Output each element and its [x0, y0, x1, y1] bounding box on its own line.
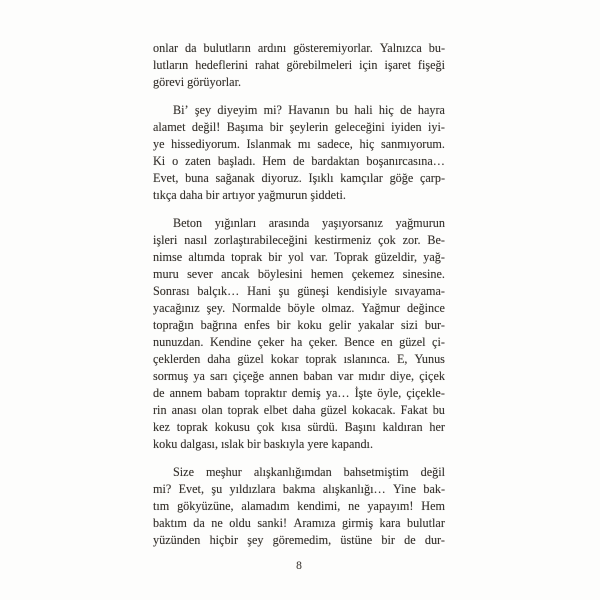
word: anası — [171, 403, 197, 417]
word: bahsetmiştim — [343, 465, 409, 479]
word: nunuzdan. — [153, 335, 204, 349]
word: iyi- — [428, 120, 445, 134]
word: Aramıza — [293, 516, 336, 530]
word: Toprak — [334, 250, 369, 264]
word: bak- — [423, 482, 445, 496]
text-line — [153, 464, 445, 481]
word: başladı. — [217, 154, 256, 168]
text-line — [153, 102, 445, 119]
paragraph — [153, 40, 445, 91]
word: bulutların — [203, 41, 251, 55]
word: yakalar — [358, 318, 394, 332]
word: böylesini — [257, 267, 303, 281]
word: ne — [348, 499, 360, 513]
word: çiçekle- — [406, 386, 445, 400]
word: bardaktan — [311, 154, 360, 168]
word: toprak — [231, 250, 263, 264]
word: ha — [290, 335, 303, 349]
word: şeylerin — [289, 120, 329, 134]
word: iyiden — [391, 120, 422, 134]
word: sürdü. — [307, 420, 338, 434]
word: daha — [207, 352, 231, 366]
word: sormuş — [153, 369, 189, 383]
word: daha — [292, 403, 316, 417]
word: olmaz. — [321, 301, 355, 315]
word: muru — [153, 267, 179, 281]
word: meşhur — [205, 465, 242, 479]
word: Hem — [421, 499, 445, 513]
word: şu — [211, 482, 223, 496]
text-line: tıkça daha bir artıyor yağmurun şiddeti. — [153, 188, 346, 202]
word: Islanmak — [246, 137, 292, 151]
word: Işıklı — [308, 171, 334, 185]
word: zor. — [402, 233, 421, 247]
text-line: görevi görüyorlar. — [153, 75, 241, 89]
word: hali — [354, 103, 373, 117]
word: sadece, — [317, 137, 353, 151]
word: yacağınız — [153, 301, 200, 315]
word: Yağmur — [361, 301, 401, 315]
word: hiç — [378, 103, 394, 117]
word: onlar — [153, 41, 179, 55]
text-line — [153, 334, 445, 351]
word: mi? — [263, 103, 282, 117]
word: sizi — [400, 318, 418, 332]
word: ne — [211, 516, 223, 530]
text-line — [153, 532, 445, 549]
word: şey. — [206, 301, 226, 315]
word: bir — [381, 533, 395, 547]
text-line — [153, 402, 445, 419]
word: hissediyorum. — [171, 137, 240, 151]
word: şey — [194, 103, 212, 117]
word: arasında — [268, 216, 310, 230]
word: çeker. — [308, 335, 338, 349]
word: bir — [269, 120, 284, 134]
word: ardını — [257, 41, 287, 55]
word: topraktır — [244, 386, 287, 400]
word: dur- — [424, 533, 445, 547]
word: nasıl — [184, 233, 208, 247]
word: Havanın — [288, 103, 330, 117]
word: Beton — [173, 216, 203, 230]
word: demiş — [291, 386, 321, 400]
word: oldu — [229, 516, 251, 530]
word: Yalnızca — [379, 41, 422, 55]
word: hiç — [359, 137, 375, 151]
word: üstüne — [340, 533, 373, 547]
text-line — [153, 351, 445, 368]
word: olan — [201, 403, 223, 417]
text-line — [153, 385, 445, 402]
word: yıldızlara — [229, 482, 276, 496]
word: çeker — [257, 335, 285, 349]
word: çekemez — [351, 267, 395, 281]
word: ye — [153, 137, 165, 151]
text-line — [153, 136, 445, 153]
word: yağ- — [423, 250, 445, 264]
word: güzel — [399, 335, 426, 349]
word: sanki! — [257, 516, 288, 530]
word: annem — [169, 386, 203, 400]
word: hedeflerini — [195, 58, 249, 72]
word: bu- — [428, 41, 445, 55]
word: güzeldir, — [374, 250, 418, 264]
word: E, — [396, 352, 408, 366]
word: Bence — [344, 335, 375, 349]
word: bakma — [282, 482, 316, 496]
word: enfes — [244, 318, 270, 332]
word: yaşıyorsanız — [322, 216, 383, 230]
word: yapayım! — [367, 499, 414, 513]
word: koku — [297, 318, 322, 332]
word: ya — [193, 369, 205, 383]
word: kaldıran — [382, 420, 423, 434]
text-line: koku dalgası, ıslak bir baskıyla yere kapandı. — [153, 437, 373, 451]
word: Ki — [153, 154, 166, 168]
text-line — [153, 153, 445, 170]
page-number: 8 — [296, 560, 302, 572]
text-line — [153, 215, 445, 232]
word: sıvayama- — [394, 284, 445, 298]
word: bu — [432, 403, 445, 417]
word: şey — [247, 533, 264, 547]
word: Başıma — [226, 120, 264, 134]
word: kestirmeniz — [314, 233, 372, 247]
word: yığınları — [214, 216, 257, 230]
word: bir — [276, 318, 291, 332]
paragraph — [153, 464, 445, 549]
word: göğe — [389, 171, 414, 185]
word: sanmıyorum. — [380, 137, 445, 151]
text-line — [153, 232, 445, 249]
word: yağmurun — [395, 216, 445, 230]
word: gökyüzüne, — [177, 499, 234, 513]
word: çarp- — [419, 171, 445, 185]
word: her — [429, 420, 445, 434]
word: balçık… — [197, 284, 240, 298]
word: Fakat — [400, 403, 428, 417]
word: ya… — [325, 386, 350, 400]
word: ıslanınca. — [343, 352, 390, 366]
text-line — [153, 40, 445, 57]
word: yol — [288, 250, 304, 264]
word: Yunus — [414, 352, 445, 366]
word: Be- — [427, 233, 445, 247]
word: göremedim, — [272, 533, 332, 547]
word: güzel — [320, 403, 347, 417]
word: kez — [153, 420, 170, 434]
word: alamadım — [241, 499, 290, 513]
word: zaten — [185, 154, 211, 168]
word: kendimi, — [297, 499, 341, 513]
word: de — [292, 154, 305, 168]
text-line — [153, 317, 445, 334]
word: sağanak — [215, 171, 255, 185]
word: en — [381, 335, 393, 349]
word: şu — [278, 284, 290, 298]
word: da — [185, 41, 197, 55]
word: bu — [335, 103, 349, 117]
word: de — [404, 533, 416, 547]
word: görebilmeleri — [286, 58, 353, 72]
word: Sonrası — [153, 284, 190, 298]
word: mıdır — [358, 369, 385, 383]
word: sever — [187, 267, 213, 281]
word: diye, — [390, 369, 415, 383]
word: İşte — [354, 386, 373, 400]
text-line — [153, 481, 445, 498]
word: Yine — [392, 482, 417, 496]
text-line — [153, 300, 445, 317]
word: lutların — [153, 58, 189, 72]
word: buna — [185, 171, 209, 185]
word: da — [193, 516, 205, 530]
word: işleri — [153, 233, 178, 247]
word: toprak — [227, 403, 259, 417]
word: için — [359, 58, 378, 72]
word: yüzünden — [153, 533, 201, 547]
word: elbet — [263, 403, 288, 417]
text-line — [153, 419, 445, 436]
word: öyle, — [377, 386, 402, 400]
word: bulutlar — [406, 516, 445, 530]
word: babam — [207, 386, 240, 400]
text-line — [153, 498, 445, 515]
word: tım — [153, 499, 170, 513]
word: çi- — [432, 335, 445, 349]
word: Kendine — [209, 335, 252, 349]
word: var. — [309, 250, 328, 264]
word: de — [400, 103, 412, 117]
word: kendisiyle — [336, 284, 388, 298]
word: Hem — [262, 154, 287, 168]
word: nimse — [153, 250, 183, 264]
word: kısa — [281, 420, 301, 434]
word: diyoruz. — [261, 171, 302, 185]
word: çiçeğe — [232, 369, 264, 383]
word: değince — [407, 301, 445, 315]
word: hayra — [417, 103, 445, 117]
word: toprak — [305, 352, 337, 366]
word: ancak — [221, 267, 250, 281]
word: gösteremiyorlar. — [293, 41, 373, 55]
word: baktım — [153, 516, 187, 530]
word: geleceğini — [334, 120, 385, 134]
word: rahat — [255, 58, 280, 72]
word: var — [337, 369, 354, 383]
word: çok — [378, 233, 396, 247]
text-line — [153, 249, 445, 266]
word: Size — [173, 465, 194, 479]
text-line — [153, 119, 445, 136]
text-line — [153, 170, 445, 187]
word: çok — [256, 420, 275, 434]
paragraph — [153, 215, 445, 453]
word: baban — [303, 369, 333, 383]
text-line — [153, 266, 445, 283]
word: zorlaştırabileceğini — [214, 233, 308, 247]
word: hemen — [310, 267, 344, 281]
word: kokacak. — [351, 403, 396, 417]
word: diyeyim — [217, 103, 258, 117]
word: altımda — [188, 250, 225, 264]
word: mı — [297, 137, 311, 151]
word: mi? — [153, 482, 172, 496]
word: değil — [420, 465, 445, 479]
word: çiçek — [419, 369, 445, 383]
word: boşanırcasına… — [366, 154, 445, 168]
word: o — [172, 154, 179, 168]
word: hiçbir — [209, 533, 239, 547]
word: bir — [268, 250, 282, 264]
word: sinesine. — [402, 267, 445, 281]
word: rin — [153, 403, 167, 417]
word: toprak — [176, 420, 208, 434]
word: bağrına — [200, 318, 238, 332]
word: Hani — [247, 284, 271, 298]
word: toprağın — [153, 318, 194, 332]
text-line — [153, 515, 445, 532]
word: alamet — [153, 120, 186, 134]
word: fişeği — [417, 58, 445, 72]
word: Bi’ — [173, 103, 189, 117]
word: değil! — [191, 120, 221, 134]
word: girmiş — [341, 516, 374, 530]
word: alışkanlığımdan — [253, 465, 332, 479]
word: kokusu — [214, 420, 250, 434]
paragraph — [153, 102, 445, 204]
word: Evet, — [153, 171, 179, 185]
word: kara — [379, 516, 401, 530]
word: kokar — [270, 352, 299, 366]
text-block — [153, 40, 445, 549]
word: kamçılar — [340, 171, 383, 185]
text-line — [153, 283, 445, 300]
word: gelir — [328, 318, 352, 332]
word: Evet, — [178, 482, 204, 496]
word: alışkanlığı… — [322, 482, 386, 496]
text-line — [153, 57, 445, 74]
word: çeklerden — [153, 352, 201, 366]
word: Başını — [344, 420, 376, 434]
word: böyle — [287, 301, 315, 315]
text-line — [153, 368, 445, 385]
word: güzel — [237, 352, 264, 366]
word: güneşi — [297, 284, 330, 298]
word: işaret — [384, 58, 411, 72]
word: bur- — [424, 318, 445, 332]
word: Normalde — [232, 301, 281, 315]
word: sarı — [210, 369, 228, 383]
word: annen — [269, 369, 299, 383]
word: de — [153, 386, 165, 400]
